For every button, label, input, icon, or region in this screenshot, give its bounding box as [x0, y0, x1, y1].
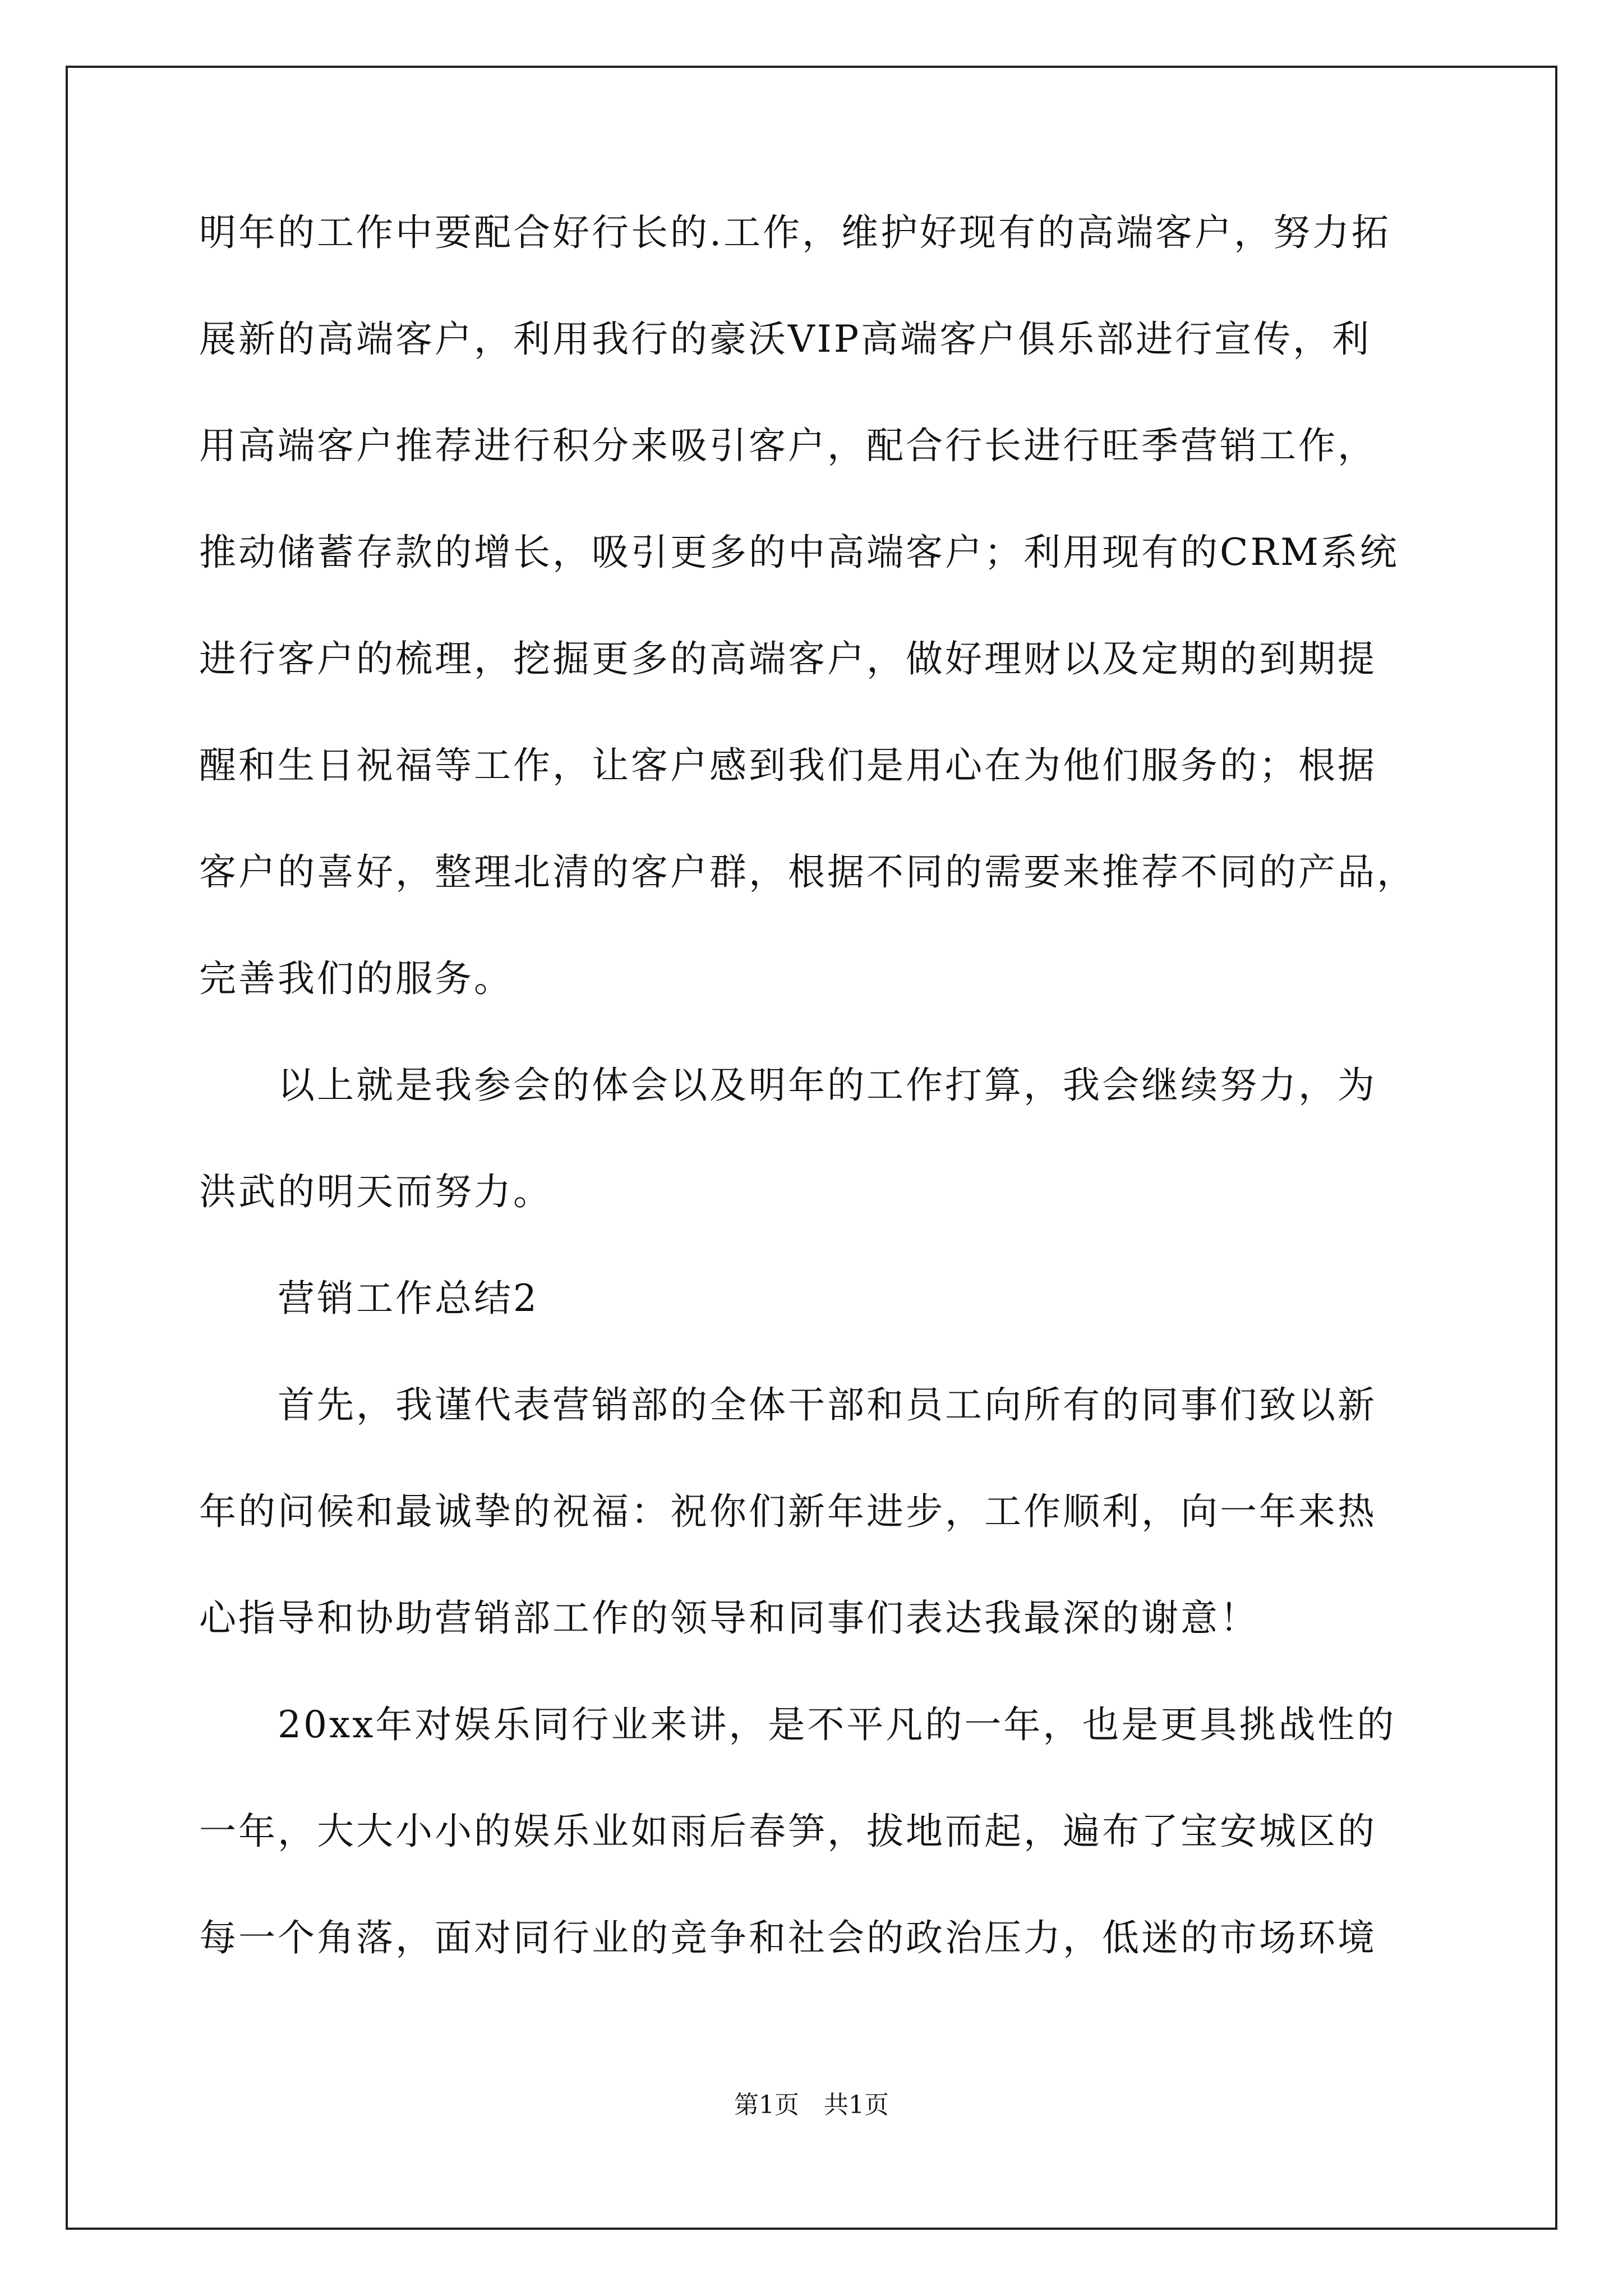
- text-line: 展新的高端客户，利用我行的豪沃VIP高端客户俱乐部进行宣传，利: [199, 318, 1372, 361]
- text-line: 洪武的明天而努力。: [199, 1170, 552, 1213]
- text-line: 进行客户的梳理，挖掘更多的高端客户，做好理财以及定期的到期提: [199, 637, 1377, 680]
- text-line: 一年，大大小小的娱乐业如雨后春笋，拔地而起，遍布了宝安城区的: [199, 1810, 1377, 1853]
- text-line: 客户的喜好，整理北清的客户群，根据不同的需要来推荐不同的产品，: [199, 850, 1416, 894]
- section-heading: 营销工作总结2: [199, 1277, 539, 1320]
- text-line: 完善我们的服务。: [199, 957, 513, 1000]
- text-line: 用高端客户推荐进行积分来吸引客户，配合行长进行旺季营销工作，: [199, 424, 1377, 467]
- page-border: [66, 66, 1557, 2230]
- text-line: 心指导和协助营销部工作的领导和同事们表达我最深的谢意！: [199, 1596, 1259, 1640]
- text-line: 明年的工作中要配合好行长的.工作，维护好现有的高端客户，努力拓: [199, 211, 1391, 254]
- text-line: 20xx年对娱乐同行业来讲，是不平凡的一年，也是更具挑战性的: [199, 1703, 1396, 1746]
- text-line: 首先，我谨代表营销部的全体干部和员工向所有的同事们致以新: [199, 1383, 1377, 1427]
- text-line: 推动储蓄存款的增长，吸引更多的中高端客户；利用现有的CRM系统: [199, 531, 1399, 574]
- text-line: 每一个角落，面对同行业的竞争和社会的政治压力，低迷的市场环境: [199, 1916, 1377, 1959]
- text-line: 醒和生日祝福等工作，让客户感到我们是用心在为他们服务的；根据: [199, 744, 1377, 787]
- page-number-footer: 第1页 共1页: [734, 2091, 889, 2119]
- text-line: 以上就是我参会的体会以及明年的工作打算，我会继续努力，为: [199, 1064, 1377, 1107]
- text-line: 年的问候和最诚挚的祝福：祝你们新年进步，工作顺利，向一年来热: [199, 1490, 1377, 1533]
